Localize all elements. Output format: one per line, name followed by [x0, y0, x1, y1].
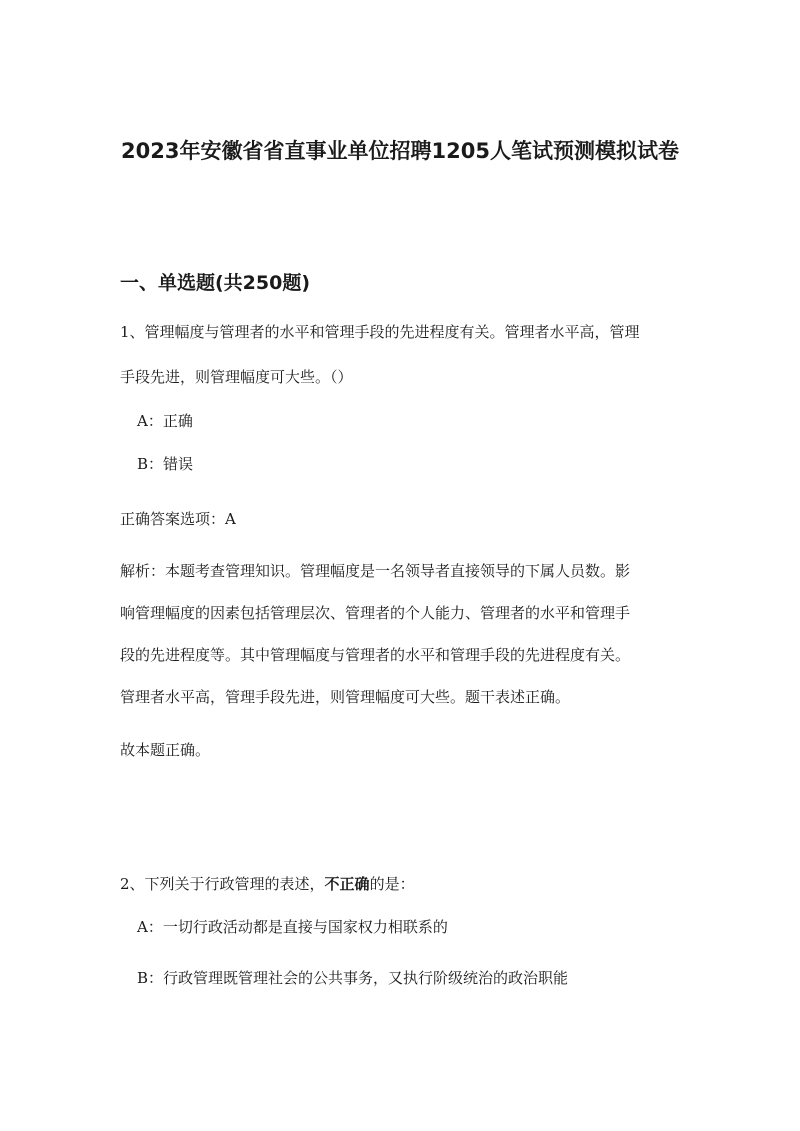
question-2-option-b: B：行政管理既管理社会的公共事务，又执行阶级统治的政治职能: [137, 969, 569, 987]
question-1-conclusion: 故本题正确。: [120, 741, 211, 759]
question-2-stem-emphasis: 不正确: [324, 875, 370, 893]
question-1-analysis-line-2: 响管理幅度的因素包括管理层次、管理者的个人能力、管理者的水平和管理手: [120, 604, 631, 622]
question-2-stem: [120, 873, 690, 894]
question-2-stem-suffix: 的是：: [369, 875, 415, 893]
question-1-answer: 正确答案选项：A: [120, 510, 236, 528]
question-1-option-a: A：正确: [137, 412, 193, 430]
question-1-stem-line-1: 1、管理幅度与管理者的水平和管理手段的先进程度有关。管理者水平高，管理: [120, 323, 640, 341]
question-1-analysis-line-1: 解析：本题考查管理知识。管理幅度是一名领导者直接领导的下属人员数。影: [120, 562, 631, 580]
document-title: 2023年安徽省省直事业单位招聘1205人笔试预测模拟试卷: [121, 139, 679, 163]
question-1-analysis-line-4: 管理者水平高，管理手段先进，则管理幅度可大些。题干表述正确。: [120, 688, 571, 706]
question-2-stem-prefix: 2、下列关于行政管理的表述，: [120, 875, 325, 893]
section-heading: 一、单选题(共250题): [120, 272, 311, 294]
question-1-stem-line-2: 手段先进，则管理幅度可大些。（）: [120, 368, 353, 386]
question-2-option-a: A：一切行政活动都是直接与国家权力相联系的: [137, 918, 448, 936]
question-1-analysis-line-3: 段的先进程度等。其中管理幅度与管理者的水平和管理手段的先进程度有关。: [120, 646, 631, 664]
question-1-option-b: B：错误: [137, 455, 194, 473]
